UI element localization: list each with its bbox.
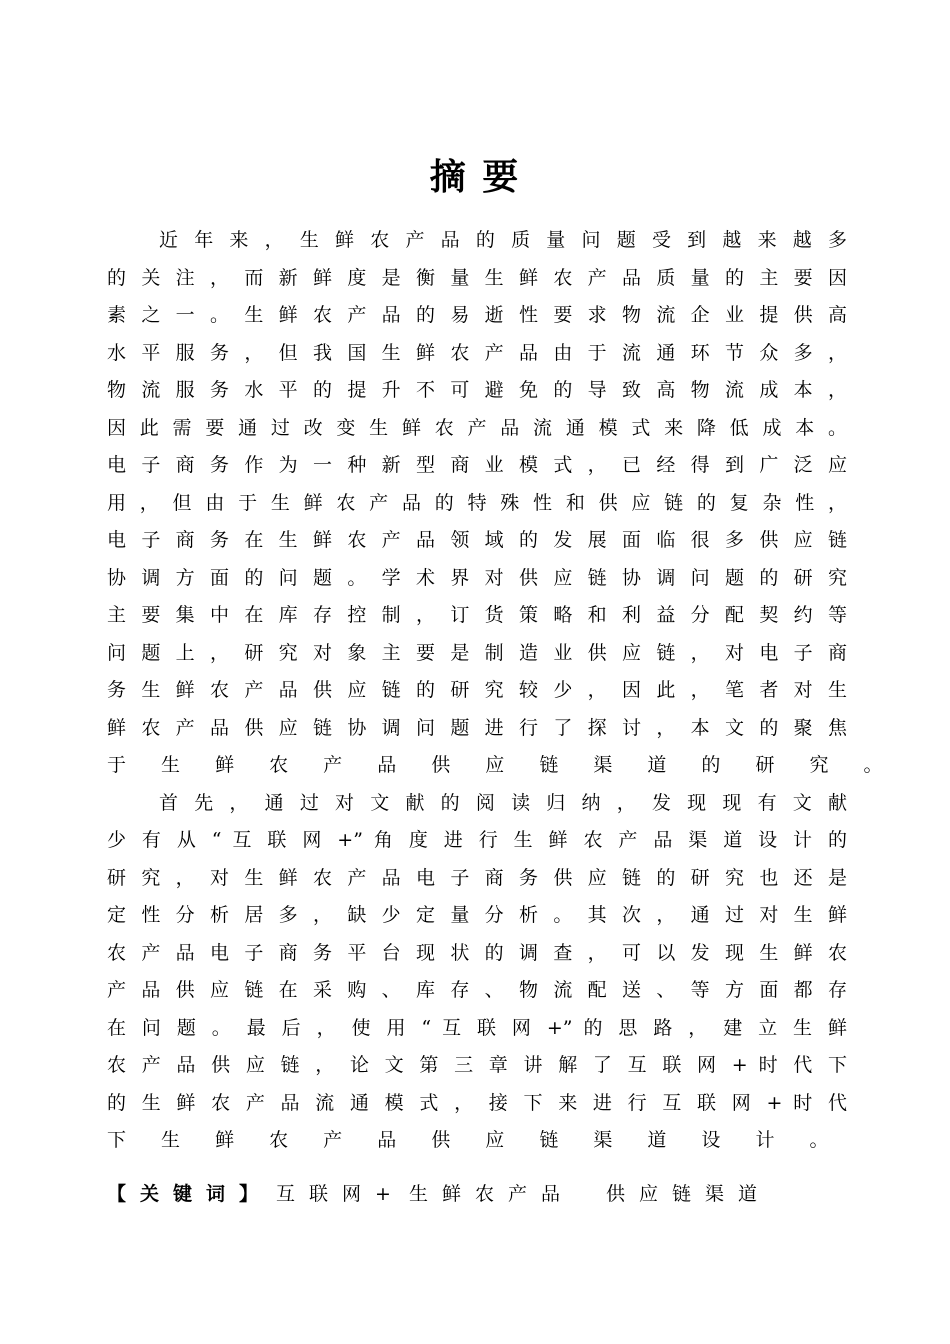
keyword-item: 互联网+	[276, 1183, 405, 1205]
paragraph-line: 电 子 商 务 在 生 鲜 农 产 品 领 域 的 发 展 面 临 很 多 供 应 链	[107, 529, 847, 551]
paragraph-line: 协 调 方 面 的 问 题 。 学 术 界 对 供 应 链 协 调 问 题 的 研 究	[107, 566, 847, 589]
paragraph-line: 于 生 鲜 农 产 品 供 应 链 渠 道 的 研 究 。	[107, 754, 898, 776]
keywords-label: 【关键词】	[107, 1183, 273, 1205]
keyword-item: 生鲜农产品	[408, 1183, 574, 1205]
paragraph-line: 素 之 一 。 生 鲜 农 产 品 的 易 逝 性 要 求 物 流 企 业 提 供 高	[107, 304, 847, 326]
paragraph-line: 的 关 注 ， 而 新 鲜 度 是 衡 量 生 鲜 农 产 品 质 量 的 主 要 因	[107, 266, 847, 289]
paragraph-line: 鲜 农 产 品 供 应 链 协 调 问 题 进 行 了 探 讨 ， 本 文 的 聚 焦	[107, 716, 847, 739]
keywords-line	[107, 1176, 771, 1212]
paragraph-line: 农 产 品 电 子 商 务 平 台 现 状 的 调 查 ， 可 以 发 现 生 鲜 农	[107, 941, 847, 964]
abstract-body	[107, 222, 898, 1160]
paragraph-line: 主 要 集 中 在 库 存 控 制 ， 订 货 策 略 和 利 益 分 配 契 约 等	[107, 604, 847, 626]
paragraph-line: 问 题 上 ， 研 究 对 象 主 要 是 制 造 业 供 应 链 ， 对 电 子 商	[107, 641, 847, 664]
paragraph-line: 电 子 商 务 作 为 一 种 新 型 商 业 模 式 ， 已 经 得 到 广 泛 应	[107, 454, 847, 476]
paragraph-line: 水 平 服 务 ， 但 我 国 生 鲜 农 产 品 由 于 流 通 环 节 众 多 ，	[107, 341, 847, 364]
paragraph-line: 务 生 鲜 农 产 品 供 应 链 的 研 究 较 少 ， 因 此 ， 笔 者 对 生	[107, 679, 847, 701]
paragraph-line: 的 生 鲜 农 产 品 流 通 模 式 ， 接 下 来 进 行 互 联 网 + 时 代	[107, 1091, 847, 1114]
paragraph-line: 物 流 服 务 水 平 的 提 升 不 可 避 免 的 导 致 高 物 流 成 本 ，	[107, 379, 847, 401]
paragraph-line: 产 品 供 应 链 在 采 购 、 库 存 、 物 流 配 送 、 等 方 面 都 存	[107, 979, 847, 1001]
paragraph-line: 定 性 分 析 居 多 ， 缺 少 定 量 分 析 。 其 次 ， 通 过 对 生 鲜	[107, 904, 847, 926]
paragraph-line: 下 生 鲜 农 产 品 供 应 链 渠 道 设 计 。	[107, 1129, 844, 1151]
abstract-title: 摘 要	[429, 157, 521, 198]
paragraph-line: 首 先 ， 通 过 对 文 献 的 阅 读 归 纳 ， 发 现 现 有 文 献	[159, 791, 847, 814]
paragraph-line: 用 ， 但 由 于 生 鲜 农 产 品 的 特 殊 性 和 供 应 链 的 复 杂 性 ，	[107, 491, 847, 514]
keyword-item: 供应链渠道	[605, 1183, 771, 1205]
paragraph-line: 农 产 品 供 应 链 ， 论 文 第 三 章 讲 解 了 互 联 网 + 时 代 下	[107, 1054, 847, 1076]
paragraph-line: 在 问 题 。 最 后 ， 使 用 “ 互 联 网 +” 的 思 路 ， 建 立 生 鲜	[107, 1016, 847, 1039]
paragraph-line: 近 年 来 ， 生 鲜 农 产 品 的 质 量 问 题 受 到 越 来 越 多	[159, 229, 847, 251]
paragraph-line: 因 此 需 要 通 过 改 变 生 鲜 农 产 品 流 通 模 式 来 降 低 成 本 。	[107, 416, 847, 439]
paragraph-line: 研 究 ， 对 生 鲜 农 产 品 电 子 商 务 供 应 链 的 研 究 也 还 是	[107, 866, 847, 889]
paragraph-line: 少 有 从 “ 互 联 网 +” 角 度 进 行 生 鲜 农 产 品 渠 道 设 计 的	[107, 829, 847, 851]
